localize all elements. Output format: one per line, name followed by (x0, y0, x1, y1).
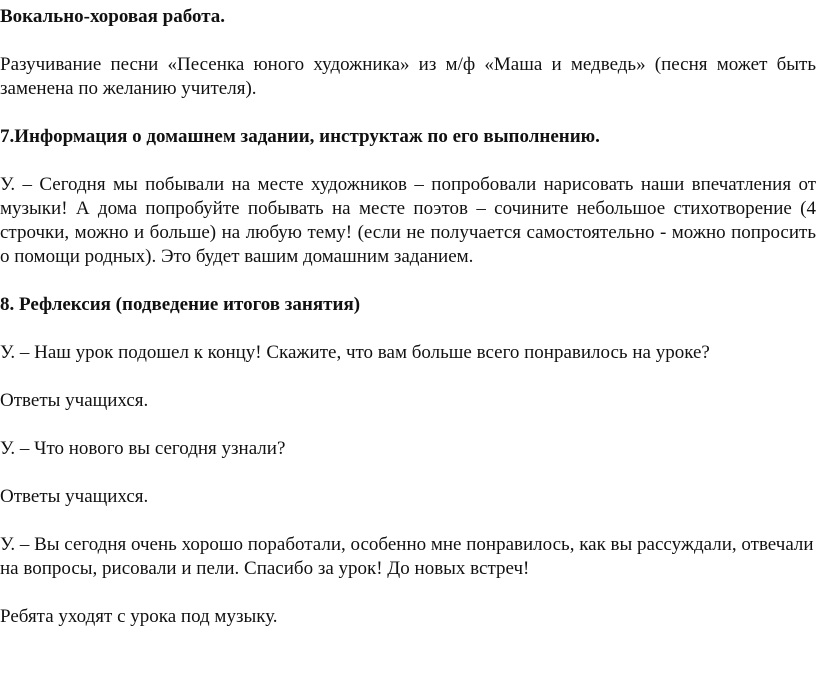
paragraph-lesson-end: У. – Наш урок подошел к концу! Скажите, что вам больше всего понравилось на уроке? (0, 342, 710, 363)
paragraph-song-learning: Разучивание песни «Песенка юного художника» из м/ф «Маша и медведь» (песня может быть заменена по желанию учителя). (0, 54, 816, 99)
heading-reflection: 8. Рефлексия (подведение итогов занятия) (0, 294, 361, 315)
paragraph-leave-with-music: Ребята уходят с урока под музыку. (0, 606, 278, 627)
heading-homework: 7.Информация о домашнем задании, инструктаж по его выполнению. (0, 126, 600, 147)
paragraph-what-new: У. – Что нового вы сегодня узнали? (0, 438, 286, 459)
paragraph-student-answers-2: Ответы учащихся. (0, 486, 149, 507)
paragraph-homework: У. – Сегодня мы побывали на месте художников – попробовали нарисовать наши впечатления от музыки! А дома попробуйте побывать на месте поэтов – сочините небольшое стихотворение (4 строчки, можно и больше) на любую тему! (если не получается самостоятельно - можно попросить о помощи родных). Это будет вашим домашним заданием. (0, 174, 816, 267)
paragraph-student-answers-1: Ответы учащихся. (0, 390, 149, 411)
paragraph-thanks: У. – Вы сегодня очень хорошо поработали, особенно мне понравилось, как вы рассуждали, отвечали на вопросы, рисовали и пели. Спасибо за урок! До новых встреч! (0, 534, 814, 579)
heading-vocal-work: Вокально-хоровая работа. (0, 6, 226, 27)
